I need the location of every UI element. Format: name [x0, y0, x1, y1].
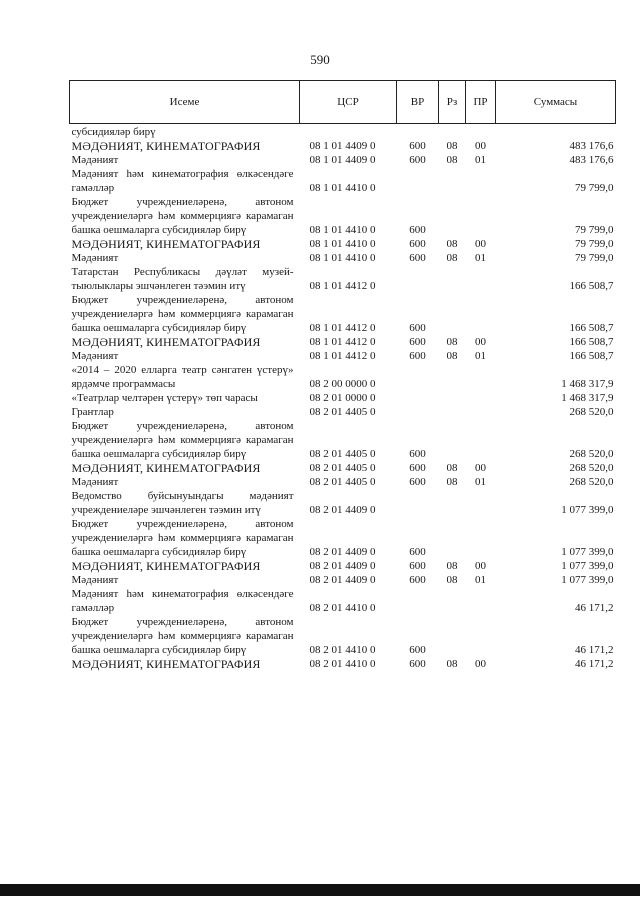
cell-csr: 08 2 01 4405 0: [309, 476, 376, 488]
cell-name: Грантлар: [71, 406, 114, 418]
cell-pr: [466, 419, 496, 461]
cell-name: МӘДӘНИЯТ, КИНЕМАТОГРАФИЯ: [71, 461, 261, 475]
cell-name: Бюджет учреждениеләренә, автоном учреждениеләргә һәм коммерциягә карамаган башка оешмаларга субсидияләр бирү: [71, 518, 294, 558]
cell-csr: 08 1 01 4412 0: [309, 336, 376, 348]
cell-sum: 268 520,0: [569, 476, 614, 488]
cell-sum: 483 176,6: [569, 154, 614, 166]
cell-csr: 08 1 01 4412 0: [309, 280, 376, 292]
header-name: Исеме: [70, 81, 300, 124]
cell-rz: [439, 391, 466, 405]
cell-sum: [496, 124, 616, 140]
cell-vr: [397, 405, 439, 419]
cell-rz: [439, 363, 466, 391]
cell-vr: 600: [409, 336, 426, 348]
table-row: [70, 335, 616, 349]
cell-name: Бюджет учреждениеләренә, автоном учреждениеләргә һәм коммерциягә карамаган башка оешмаларга субсидияләр бирү: [71, 616, 294, 656]
table-row: [70, 265, 616, 293]
cell-csr: 08 1 01 4410 0: [309, 182, 376, 194]
cell-vr: 600: [409, 658, 426, 670]
cell-name: Татарстан Республикасы дәүләт музей-тыюлыклары эшчәнлеген тәэмин итү: [71, 266, 294, 292]
cell-csr: 08 2 01 4409 0: [309, 546, 376, 558]
cell-vr: 600: [409, 560, 426, 572]
cell-rz: 08: [446, 154, 458, 166]
table-row: [70, 573, 616, 587]
table-row: [70, 391, 616, 405]
cell-pr: 00: [475, 560, 486, 572]
cell-vr: [397, 167, 439, 195]
cell-csr: 08 2 01 4409 0: [309, 504, 376, 516]
cell-vr: [397, 489, 439, 517]
cell-csr: 08 2 00 0000 0: [309, 378, 376, 390]
table-body: [70, 124, 616, 672]
cell-csr: 08 1 01 4410 0: [309, 238, 376, 250]
page-number: 590: [310, 52, 330, 67]
cell-csr: 08 2 01 4405 0: [309, 448, 376, 460]
cell-rz: 08: [446, 238, 458, 250]
table-row: [70, 461, 616, 475]
table-row: [70, 251, 616, 265]
table-row: [70, 139, 616, 153]
table-row: [70, 363, 616, 391]
cell-csr: 08 2 01 4405 0: [309, 462, 376, 474]
table-row: [70, 153, 616, 167]
cell-pr: [466, 124, 496, 140]
cell-vr: 600: [409, 238, 426, 250]
cell-sum: 46 171,2: [575, 602, 614, 614]
table-row: [70, 615, 616, 657]
table-row: [70, 475, 616, 489]
cell-pr: [466, 391, 496, 405]
cell-vr: 600: [409, 350, 426, 362]
table-row: [70, 195, 616, 237]
cell-vr: 600: [409, 154, 426, 166]
cell-name: Мәдәният: [71, 574, 119, 586]
cell-rz: 08: [446, 560, 458, 572]
header-csr: ЦСР: [300, 81, 397, 124]
cell-name: Мәдәният: [71, 350, 119, 362]
cell-name: МӘДӘНИЯТ, КИНЕМАТОГРАФИЯ: [71, 139, 261, 153]
cell-pr: [466, 587, 496, 615]
cell-rz: [439, 405, 466, 419]
cell-rz: [439, 517, 466, 559]
cell-pr: 01: [475, 350, 486, 362]
cell-name: Мәдәният һәм кинематография өлкәсендәге гамәлләр: [71, 168, 294, 194]
cell-pr: [466, 265, 496, 293]
cell-rz: [439, 615, 466, 657]
cell-sum: 1 077 399,0: [561, 574, 614, 586]
cell-sum: 46 171,2: [575, 644, 614, 656]
cell-name: «Театрлар челтәрен үстерү» төп чарасы: [71, 392, 258, 404]
cell-vr: 600: [409, 322, 426, 334]
cell-name: Бюджет учреждениеләренә, автоном учреждениеләргә һәм коммерциягә карамаган башка оешмаларга субсидияләр бирү: [71, 196, 294, 236]
cell-pr: [466, 489, 496, 517]
budget-table: [69, 80, 616, 671]
table-header: [70, 81, 616, 124]
cell-pr: [466, 405, 496, 419]
table-row: [70, 124, 616, 140]
cell-rz: 08: [446, 462, 458, 474]
cell-csr: 08 1 01 4409 0: [309, 140, 376, 152]
table-row: [70, 293, 616, 335]
cell-sum: 79 799,0: [575, 182, 614, 194]
cell-sum: 79 799,0: [575, 224, 614, 236]
table-row: [70, 349, 616, 363]
table-row: [70, 587, 616, 615]
cell-vr: 600: [409, 140, 426, 152]
cell-rz: 08: [446, 574, 458, 586]
cell-pr: 01: [475, 252, 486, 264]
cell-rz: [439, 587, 466, 615]
cell-csr: 08 2 01 4409 0: [309, 574, 376, 586]
table-row: [70, 237, 616, 251]
cell-rz: 08: [446, 336, 458, 348]
cell-name: Бюджет учреждениеләренә, автоном учреждениеләргә һәм коммерциягә карамаган башка оешмаларга субсидияләр бирү: [71, 420, 294, 460]
cell-vr: 600: [409, 448, 426, 460]
cell-rz: [439, 167, 466, 195]
cell-csr: 08 2 01 4410 0: [309, 644, 376, 656]
cell-pr: [466, 195, 496, 237]
cell-pr: [466, 363, 496, 391]
cell-rz: [439, 293, 466, 335]
table-row: [70, 517, 616, 559]
cell-name: МӘДӘНИЯТ, КИНЕМАТОГРАФИЯ: [71, 237, 261, 251]
cell-vr: [397, 391, 439, 405]
cell-pr: 00: [475, 140, 486, 152]
cell-csr: 08 1 01 4409 0: [309, 154, 376, 166]
cell-sum: 268 520,0: [569, 406, 614, 418]
cell-pr: [466, 517, 496, 559]
cell-csr: 08 2 01 0000 0: [309, 392, 376, 404]
table-row: [70, 419, 616, 461]
cell-csr: [300, 124, 397, 140]
table-row: [70, 405, 616, 419]
cell-pr: 01: [475, 574, 486, 586]
cell-rz: [439, 489, 466, 517]
cell-name: Мәдәният: [71, 252, 119, 264]
cell-vr: 600: [409, 546, 426, 558]
cell-pr: [466, 293, 496, 335]
cell-pr: 01: [475, 154, 486, 166]
cell-vr: [397, 587, 439, 615]
cell-csr: 08 2 01 4405 0: [309, 406, 376, 418]
cell-rz: [439, 265, 466, 293]
cell-sum: 166 508,7: [569, 350, 614, 362]
cell-vr: [397, 124, 439, 140]
cell-pr: 00: [475, 658, 486, 670]
cell-pr: 01: [475, 476, 486, 488]
cell-sum: 1 077 399,0: [561, 546, 614, 558]
cell-rz: [439, 195, 466, 237]
cell-name: МӘДӘНИЯТ, КИНЕМАТОГРАФИЯ: [71, 657, 261, 671]
cell-vr: 600: [409, 252, 426, 264]
cell-csr: 08 2 01 4409 0: [309, 560, 376, 572]
cell-sum: 1 468 317,9: [561, 392, 614, 404]
cell-name: МӘДӘНИЯТ, КИНЕМАТОГРАФИЯ: [71, 335, 261, 349]
cell-name: Мәдәният: [71, 154, 119, 166]
cell-sum: 268 520,0: [569, 448, 614, 460]
cell-vr: 600: [409, 574, 426, 586]
cell-pr: [466, 615, 496, 657]
header-vr: ВР: [397, 81, 439, 124]
cell-sum: 268 520,0: [569, 462, 614, 474]
cell-sum: 1 077 399,0: [561, 504, 614, 516]
cell-sum: 166 508,7: [569, 322, 614, 334]
cell-rz: 08: [446, 658, 458, 670]
cell-rz: 08: [446, 140, 458, 152]
cell-vr: 600: [409, 644, 426, 656]
table-row: [70, 489, 616, 517]
table-row: [70, 559, 616, 573]
cell-name: «2014 – 2020 елларга театр сәнгатен үстерү» ярдәмче программасы: [71, 364, 294, 390]
cell-vr: [397, 265, 439, 293]
header-sum: Суммасы: [496, 81, 616, 124]
cell-vr: 600: [409, 224, 426, 236]
cell-pr: 00: [475, 238, 486, 250]
cell-rz: 08: [446, 350, 458, 362]
cell-vr: 600: [409, 476, 426, 488]
header-pr: ПР: [466, 81, 496, 124]
cell-pr: 00: [475, 336, 486, 348]
cell-csr: 08 2 01 4410 0: [309, 658, 376, 670]
cell-name: Мәдәният һәм кинематография өлкәсендәге гамәлләр: [71, 588, 294, 614]
cell-sum: 46 171,2: [575, 658, 614, 670]
cell-vr: [397, 363, 439, 391]
cell-vr: 600: [409, 462, 426, 474]
table-row: [70, 657, 616, 671]
cell-name: субсидияләр бирү: [71, 126, 156, 138]
cell-csr: 08 1 01 4410 0: [309, 252, 376, 264]
cell-pr: 00: [475, 462, 486, 474]
cell-pr: [466, 167, 496, 195]
cell-rz: [439, 419, 466, 461]
cell-name: Ведомство буйсынуындагы мәдәният учреждениеләре эшчәнлеген тәэмин итү: [71, 490, 294, 516]
cell-csr: 08 1 01 4412 0: [309, 322, 376, 334]
cell-rz: [439, 124, 466, 140]
cell-name: МӘДӘНИЯТ, КИНЕМАТОГРАФИЯ: [71, 559, 261, 573]
scan-edge-bar: [0, 884, 640, 896]
cell-sum: 79 799,0: [575, 252, 614, 264]
cell-rz: 08: [446, 476, 458, 488]
cell-rz: 08: [446, 252, 458, 264]
cell-sum: 79 799,0: [575, 238, 614, 250]
cell-sum: 1 468 317,9: [561, 378, 614, 390]
header-rz: Рз: [439, 81, 466, 124]
cell-csr: 08 1 01 4412 0: [309, 350, 376, 362]
cell-csr: 08 2 01 4410 0: [309, 602, 376, 614]
cell-sum: 1 077 399,0: [561, 560, 614, 572]
cell-sum: 166 508,7: [569, 280, 614, 292]
cell-sum: 166 508,7: [569, 336, 614, 348]
cell-name: Мәдәният: [71, 476, 119, 488]
cell-csr: 08 1 01 4410 0: [309, 224, 376, 236]
cell-sum: 483 176,6: [569, 140, 614, 152]
table-row: [70, 167, 616, 195]
cell-name: Бюджет учреждениеләренә, автоном учреждениеләргә һәм коммерциягә карамаган башка оешмаларга субсидияләр бирү: [71, 294, 294, 334]
